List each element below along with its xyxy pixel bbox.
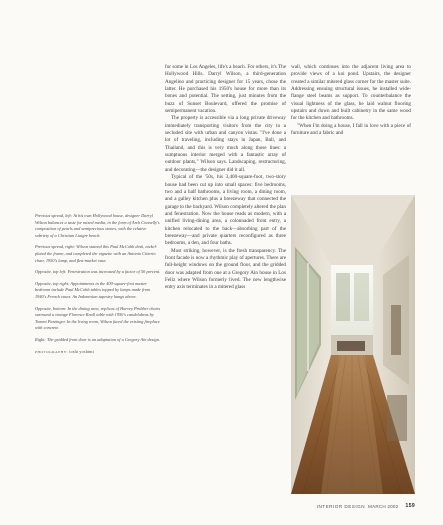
page-number: 159 bbox=[405, 503, 415, 509]
article-paragraph: "When I'm doing a house, I fall in love with a piece of furniture and a fabric and bbox=[291, 122, 411, 137]
caption-opposite-top-left: Opposite, top left: Fenestration was increased by a factor of 50 percent. bbox=[35, 269, 161, 275]
caption-right: Right: The gridded front door is an adaptation of a Gregory Ain design. bbox=[35, 336, 160, 342]
photo-credit-label: PHOTOGRAPHY: bbox=[35, 349, 69, 354]
interior-hallway-photo bbox=[291, 195, 415, 494]
caption-previous-right: Previous spread, right: Wilson stained this Paul McCobb desk, nickel-plated the frame, and completed the vignette with an Antonio Citterio chair, 1950's lamp, and flea-market vase. bbox=[35, 244, 158, 263]
hallway-photo-illustration bbox=[291, 195, 415, 494]
article-paragraph: wall, which continues into the adjacent living area to provide views of a koi pond. Upstairs, the designer created a similar mitered glass corner for the master suite. Addressing ensuing structural issues, he installed wide-flange steel beams as support. To counterbalance the visual lightness of the glass, he laid walnut flooring upstairs and down and built cabinetry in the same wood for the kitchen and bathrooms. bbox=[291, 64, 411, 122]
page-footer bbox=[291, 501, 415, 511]
photographer-name: toshi yoshimi bbox=[69, 348, 95, 354]
article-paragraph: Most striking, however, is the fresh transparency. The front facade is now a rhythmic play of apertures. There are full-height windows on the ground floor, and the gridded door was adapted from one at a Gregory Ain house in Los Feliz where Wilson formerly lived. The new lengthwise entry axis terminates in a mitered glass bbox=[165, 247, 286, 291]
caption-opposite-top-right: Opposite, top right: Appointments in the 400-square-foot master bedroom include Paul McCobb tables topped by lamps made from 1940's French vases. An Indonesian tapestry hangs above. bbox=[35, 280, 151, 299]
photo-captions bbox=[35, 213, 161, 360]
article-paragraph: for some in Los Angeles, life's a beach. For others, it's The Hollywood Hills. Darryl Wilson, a third-generation Angelino and practicing designer for 15 years, chose the latter. He purchased his 1950's house for more than its bones and potential. The setting, just minutes from the buzz of Sunset Boulevard, offered the promise of semipermanent vacation. bbox=[165, 64, 286, 115]
article-column-2 bbox=[291, 64, 411, 137]
issue-date: MARCH 2002 bbox=[368, 503, 399, 509]
caption-previous-left: Previous spread, left: At his own Hollywood house, designer Darryl Wilson balances a taste for mixed media, in the form of Arch Connelly's composition of pearls and semiprecious stones, with the relative sobriety of a Christian Liaigre bench. bbox=[35, 213, 160, 238]
magazine-name: INTERIOR DESIGN bbox=[316, 503, 366, 509]
photo-credit bbox=[35, 349, 161, 356]
article-column-1 bbox=[165, 64, 286, 292]
caption-opposite-bottom: Opposite, bottom: In the dining area, replicas of Harvey Probber chairs surround a vintage Florence Knoll table with 1950's candelabras by Tommi Parzinger. In the living room, Wilson faced the existing fireplace with concrete. bbox=[35, 305, 161, 331]
article-paragraph: Typical of the '50s, his 3,400-square-foot, two-story house had been cut up into small spaces: five bedrooms, two and a half bathrooms, a living room, a dining room, and a galley kitchen plus a breezeway that connected the garage to the backyard. Wilson completely altered the plan and fenestration. Now the house reads as modern, with a unified living-dining area, a colonnaded front entry, a kitchen relocated to the back—absorbing part of the breezeway—and private quarters reconfigured as three bedrooms, a den, and four baths. bbox=[165, 174, 286, 247]
article-paragraph: The property is accessible via a long private driveway immediately transporting visitors from the city to a secluded site with urban and canyon vistas. "I've done a lot of traveling, including stays in Japan, Bali, and Thailand, and this is very much along those lines: a sumptuous interior merged with a fantastic array of outdoor plants," Wilson says. Landscaping, restructuring, and decorating—the designer did it all. bbox=[165, 115, 286, 173]
